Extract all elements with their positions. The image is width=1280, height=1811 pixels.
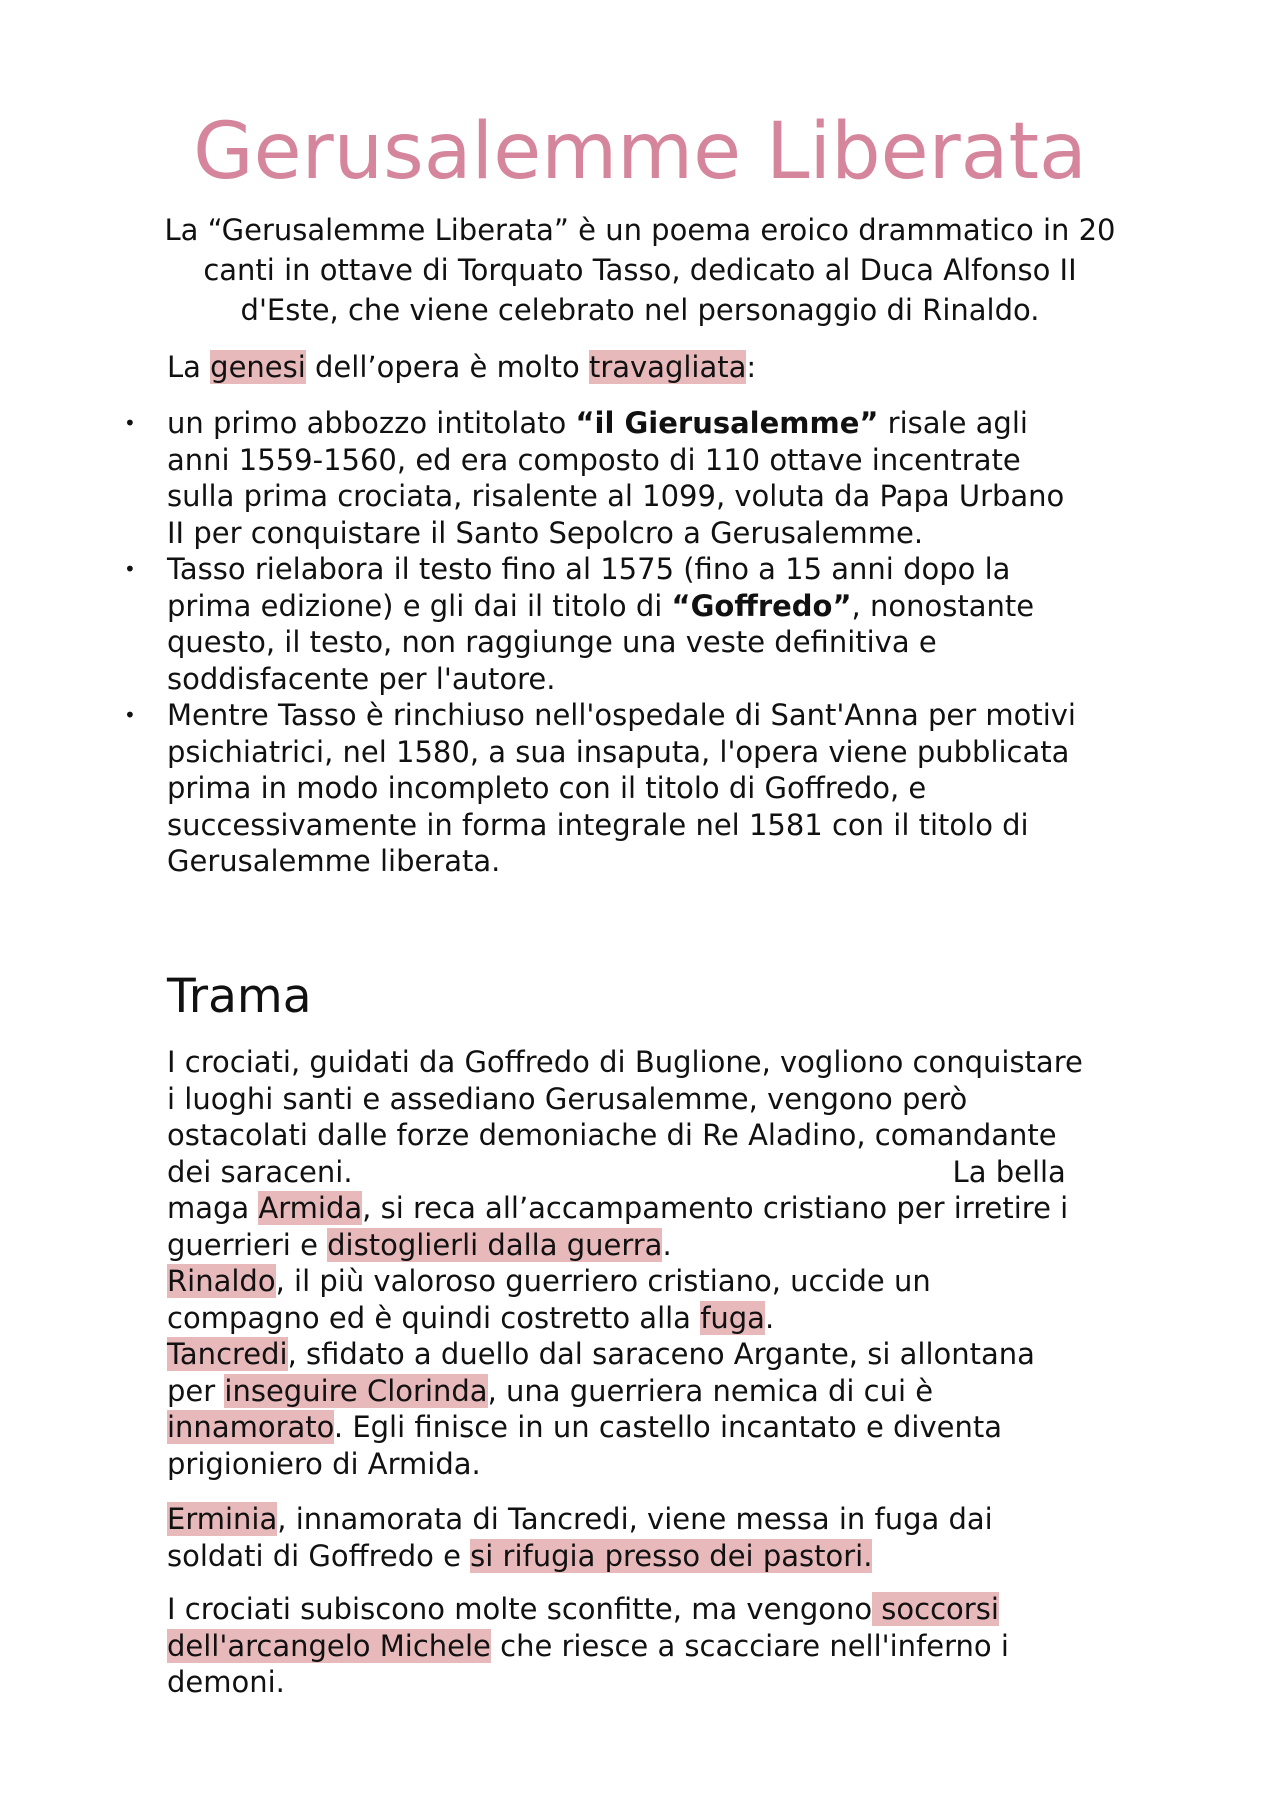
highlight-genesi: genesi bbox=[210, 350, 306, 384]
highlight-erminia: Erminia bbox=[167, 1502, 278, 1536]
highlight-soccorsi: soccorsi bbox=[872, 1592, 999, 1626]
trama-paragraph-3: I crociati subiscono molte sconfitte, ma vengono soccorsi dell'arcangelo Michele che riesce a scacciare nell'inferno i demoni. bbox=[167, 1592, 1009, 1699]
highlight-rifugia: si rifugia presso dei pastori. bbox=[470, 1538, 873, 1573]
trama-heading: Trama bbox=[167, 969, 312, 1024]
highlight-distoglierli: distoglierli dalla guerra bbox=[327, 1227, 663, 1262]
genesis-bullet-list bbox=[124, 405, 1177, 880]
highlight-fuga: fuga bbox=[700, 1300, 765, 1335]
bullet-icon: • bbox=[124, 703, 136, 727]
highlight-inseguire-clorinda: inseguire Clorinda bbox=[224, 1373, 488, 1408]
bullet-icon: • bbox=[124, 411, 136, 435]
bullet-icon: • bbox=[124, 557, 136, 581]
highlight-tancredi: Tancredi bbox=[167, 1337, 288, 1371]
list-item: • Tasso rielabora il testo fino al 1575 (fino a 15 anni dopo la prima edizione) e gli dai il titolo di “Goffredo”, nonostante questo, il testo, non raggiunge una veste definitiva e soddisfacente per l'autore. bbox=[124, 552, 1035, 696]
trama-paragraph-1: I crociati, guidati da Goffredo di Buglione, vogliono conquistare i luoghi santi e assediano Gerusalemme, vengono però ostacolati dalle forze demoniache di Re Aladino, comandante dei saraceni. La bella maga Armida, si reca all’accampamento cristiano per irretire i guerrieri e distoglierli dalla guerra. Rinaldo, il più valoroso guerriero cristiano, uccide un compagno ed è quindi costretto alla fuga. Tancredi, sfidato a duello dal saraceno Argante, si allontana per inseguire Clorinda, una guerriera nemica di cui è innamorato. Egli finisce in un castello incantato e diventa prigioniero di Armida. bbox=[167, 1045, 1083, 1481]
highlight-travagliata: travagliata bbox=[588, 350, 747, 384]
list-item: • un primo abbozzo intitolato “il Gierusalemme” risale agli anni 1559-1560, ed era composto di 110 ottave incentrate sulla prima crociata, risalente al 1099, voluta da Papa Urbano II per conquistare il Santo Sepolcro a Gerusalemme. bbox=[124, 406, 1065, 550]
highlight-armida: Armida bbox=[258, 1191, 363, 1225]
intro-paragraph: La “Gerusalemme Liberata” è un poema eroico drammatico in 20 canti in ottave di Torquato Tasso, dedicato al Duca Alfonso II d'Este, che viene celebrato nel personaggio di Rinaldo. bbox=[164, 213, 1116, 327]
trama-paragraph-2: Erminia, innamorata di Tancredi, viene messa in fuga dai soldati di Goffredo e si rifugia presso dei pastori. bbox=[167, 1502, 993, 1573]
highlight-rinaldo: Rinaldo bbox=[167, 1264, 276, 1298]
genesi-line: La genesi dell’opera è molto travagliata: bbox=[167, 350, 757, 384]
list-item: • Mentre Tasso è rinchiuso nell'ospedale di Sant'Anna per motivi psichiatrici, nel 1580, a sua insaputa, l'opera viene pubblicata prima in modo incompleto con il titolo di Goffredo, e successivamente in forma integrale nel 1581 con il titolo di Gerusalemme liberata. bbox=[124, 698, 1076, 878]
document-title: Gerusalemme Liberata bbox=[193, 107, 1087, 197]
highlight-arcangelo: dell'arcangelo Michele bbox=[167, 1628, 491, 1663]
highlight-innamorato: innamorato bbox=[167, 1410, 334, 1444]
